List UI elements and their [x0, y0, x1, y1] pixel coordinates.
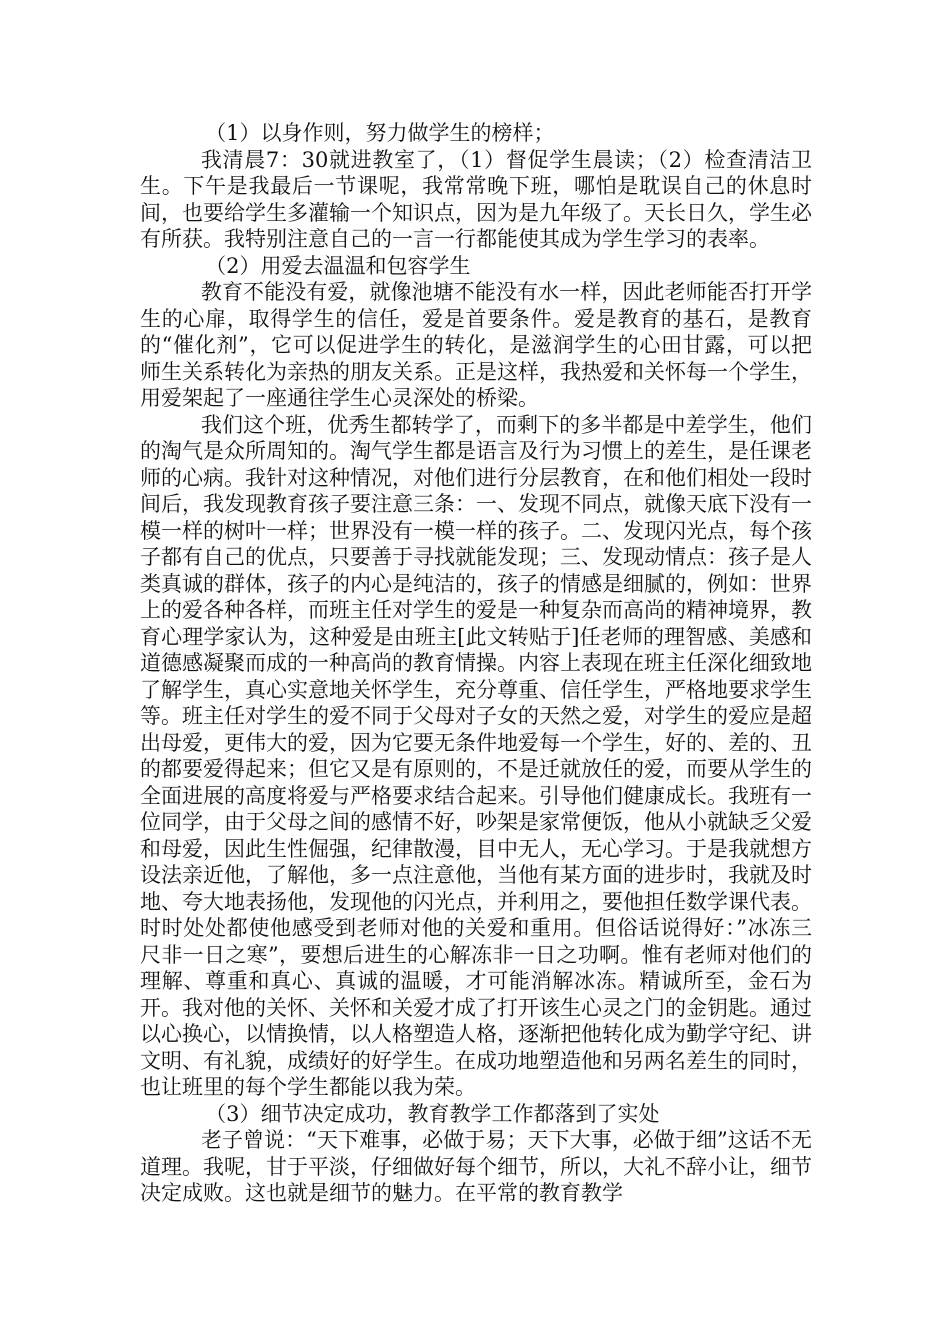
paragraph-1: 我清晨7：30就进教室了，（1）督促学生晨读；（2）检查清洁卫生。下午是我最后一节课呢，我常常晚下班，哪怕是耽误自己的休息时间，也要给学生多灌输一个知识点，因为是九年级了。天长日久，学生必有所获。我特别注意自己的一言一行都能使其成为学生学习的表率。 — [140, 147, 812, 251]
paragraph-4: 老子曾说：“天下难事，必做于易；天下大事，必做于细”这话不无道理。我呢，甘于平淡，仔细做好每个细节，所以，大礼不辞小让，细节决定成败。这也就是细节的魅力。在平常的教育教学 — [140, 1128, 812, 1205]
section-heading-1: （1）以身作则，努力做学生的榜样； — [205, 121, 555, 145]
paragraph-3: 我们这个班，优秀生都转学了，而剩下的多半都是中差学生，他们的淘气是众所周知的。淘气学生都是语言及行为习惯上的差生，是任课老师的心病。我针对这种情况，对他们进行分层教育，在和他们相处一段时间后，我发现教育孩子要注意三条：一、发现不同点，就像天底下没有一模一样的树叶一样；世界没有一模一样的孩子。二、发现闪光点，每个孩子都有自己的优点，只要善于寻找就能发现；三、发现动情点：孩子是人类真诚的群体，孩子的内心是纯洁的，孩子的情感是细腻的，例如：世界上的爱各种各样，而班主任对学生的爱是一种复杂而高尚的精神境界，教育心理学家认为，这种爱是由班主[此文转贴于]任老师的理智感、美感和道德感凝聚而成的一种高尚的教育情操。内容上表现在班主任深化细致地了解学生，真心实意地关怀学生，充分尊重、信任学生，严格地要求学生等。班主任对学生的爱不同于父母对子女的天然之爱，对学生的爱应是超出母爱，更伟大的爱，因为它要无条件地爱每一个学生，好的、差的、丑的都要爱得起来；但它又是有原则的，不是迁就放任的爱，而要从学生的全面进展的高度将爱与严格要求结合起来。引导他们健康成长。我班有一位同学，由于父母之间的感情不好，吵架是家常便饭，他从小就缺乏父爱和母爱，因此生性倔强，纪律散漫，目中无人，无心学习。于是我就想方设法亲近他，了解他，多一点注意他，当他有某方面的进步时，我就及时地、夸大地表扬他，发现他的闪光点，并利用之，要他担任数学课代表。时时处处都使他感受到老师对他的关爱和重用。但俗话说得好：”冰冻三尺非一日之寒”，要想后进生的心解冻非一日之功啊。惟有老师对他们的理解、尊重和真心、真诚的温暖，才可能消解冰冻。精诚所至，金石为开。我对他的关怀、关怀和关爱才成了打开该生心灵之门的金钥匙。通过以心换心，以情换情，以人格塑造人格，逐渐把他转化成为勤学守纪、讲文明、有礼貌，成绩好的好学生。在成功地塑造他和另两名差生的同时，也让班里的每个学生都能以我为荣。 — [140, 412, 812, 1099]
paragraph-2: 教育不能没有爱，就像池塘不能没有水一样，因此老师能否打开学生的心扉，取得学生的信任，爱是首要条件。爱是教育的基石，是教育的“催化剂”，它可以促进学生的转化，是滋润学生的心田甘露，可以把师生关系转化为亲热的朋友关系。正是这样，我热爱和关怀每一个学生，用爱架起了一座通往学生心灵深处的桥梁。 — [140, 280, 812, 410]
section-heading-3: （3）细节决定成功，教育教学工作都落到了实处 — [205, 1101, 660, 1126]
section-heading-2: （2）用爱去温温和包容学生 — [205, 253, 471, 278]
document-body — [140, 120, 812, 1207]
